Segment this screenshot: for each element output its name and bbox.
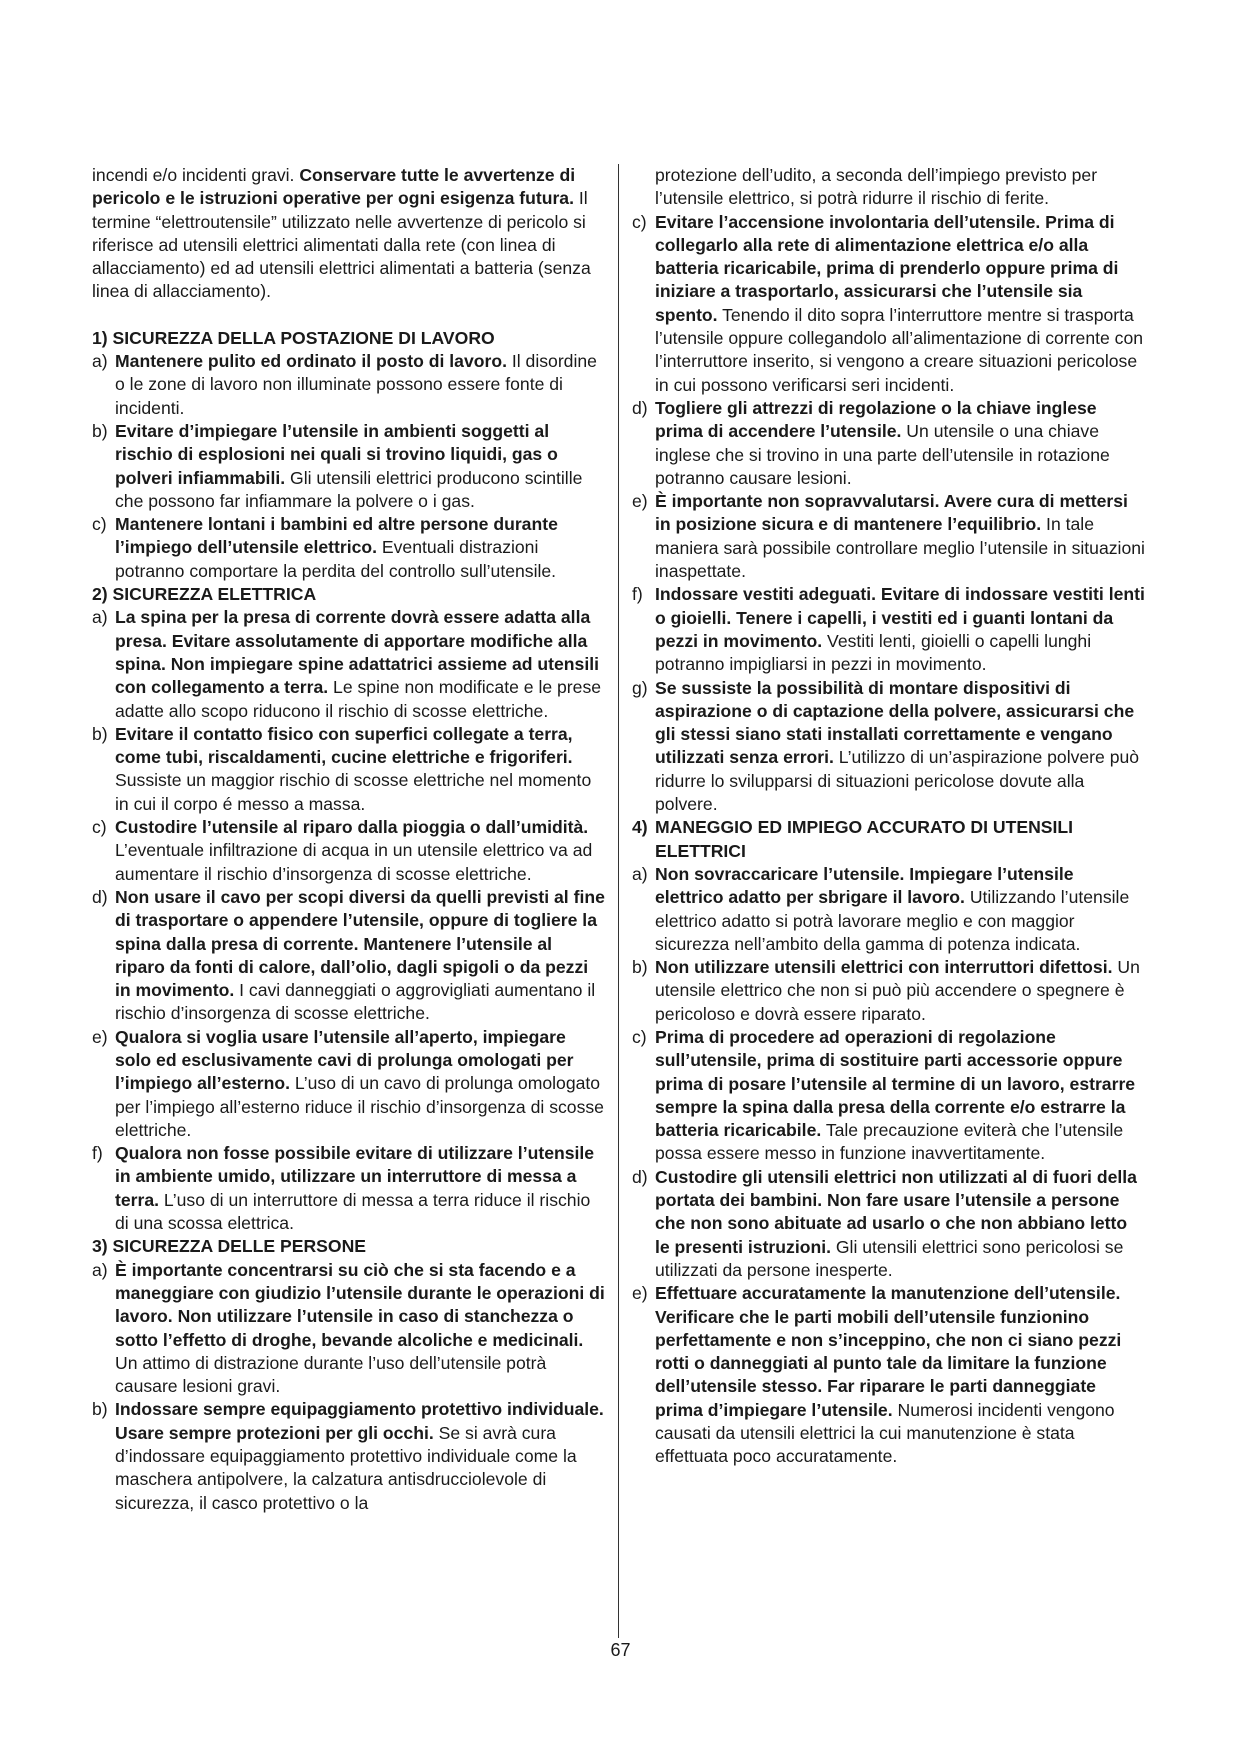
list-item: a) Non sovraccaricare l’utensile. Impiegare l’utensile elettrico adatto per sbrigare il lavoro. Utilizzando l’utensile elettrico adatto si potrà lavorare meglio e con maggior sicurezza nell’ambito della gamma di potenza indicata. bbox=[632, 863, 1130, 954]
section-heading: 1) SICUREZZA DELLA POSTAZIONE DI LAVORO bbox=[92, 327, 495, 348]
section-heading: 3) SICUREZZA DELLE PERSONE bbox=[92, 1236, 367, 1257]
list-item: a) Mantenere pulito ed ordinato il posto di lavoro. Il disordine o le zone di lavoro non illuminate possono essere fonte di incidenti. bbox=[92, 351, 597, 418]
list-item: a) È importante concentrarsi su ciò che si sta facendo e a maneggiare con giudizio l’utensile durante le operazioni di lavoro. Non utilizzare l’utensile in caso di stanchezza o sotto l’effetto di droghe, bevande alcoliche e medicinali. Un attimo di distrazione durante l’uso dell’utensile potrà causare lesioni gravi. bbox=[92, 1259, 605, 1397]
list-item: d) Non usare il cavo per scopi diversi da quelli previsti al fine di trasportare o appendere l’utensile, oppure di togliere la spina dalla presa di corrente. Mantenere l’utensile al riparo da fonti di calore, dall’olio, dagli spigoli o da pezzi in movimento. I cavi danneggiati o aggrovigliati aumentano il rischio d’insorgenza di scosse elettriche. bbox=[92, 886, 605, 1024]
section-heading: 4) MANEGGIO ED IMPIEGO ACCURATO DI UTENSILI ELETTRICI bbox=[632, 817, 1074, 861]
list-item: b) Evitare il contatto fisico con superfici collegate a terra, come tubi, riscaldamenti, cucine elettriche e frigoriferi. Sussiste un maggior rischio di scosse elettriche nel momento in cui il corpo é messo a massa. bbox=[92, 723, 592, 814]
left-column bbox=[92, 164, 606, 1515]
column-divider bbox=[618, 164, 619, 1638]
list-item: g) Se sussiste la possibilità di montare dispositivi di aspirazione o di captazione della polvere, assicurarsi che gli stessi siano stati installati correttamente e vengano utilizzati senza errori. L’utilizzo di un’aspirazione polvere può ridurre lo svilupparsi di situazioni pericolose dovute alla polvere. bbox=[632, 677, 1140, 815]
list-item: c) Mantenere lontani i bambini ed altre persone durante l’impiego dell’utensile elettrico. Eventuali distrazioni potranno comportare la perdita del controllo sull’utensile. bbox=[92, 514, 558, 581]
list-item: c) Custodire l’utensile al riparo dalla pioggia o dall’umidità. L’eventuale infiltrazione di acqua in un utensile elettrico va ad aumentare il rischio d’insorgenza di scosse elettriche. bbox=[92, 817, 593, 884]
list-item: c) Prima di procedere ad operazioni di regolazione sull’utensile, prima di sostituire parti accessorie oppure prima di posare l’utensile al termine di un lavoro, estrarre sempre la spina dalla presa della corrente e/o estrarre la batteria ricaricabile. Tale precauzione eviterà che l’utensile possa essere messo in funzione inavvertitamente. bbox=[632, 1026, 1136, 1164]
right-column bbox=[632, 164, 1146, 1469]
page-number: 67 bbox=[610, 1640, 631, 1660]
list-item: b) Non utilizzare utensili elettrici con interruttori difettosi. Un utensile elettrico che non si può più accendere o spegnere è pericoloso e dovrà essere riparato. bbox=[632, 957, 1140, 1024]
list-item: f) Indossare vestiti adeguati. Evitare di indossare vestiti lenti o gioielli. Tenere i capelli, i vestiti ed i guanti lontani da pezzi in movimento. Vestiti lenti, gioielli o capelli lunghi potranno impigliarsi in pezzi in movimento. bbox=[632, 584, 1145, 675]
list-item: f) Qualora non fosse possibile evitare di utilizzare l’utensile in ambiente umido, utilizzare un interruttore di messa a terra. L’uso di un interruttore di messa a terra riduce il rischio di una scossa elettrica. bbox=[92, 1143, 595, 1234]
list-item: d) Togliere gli attrezzi di regolazione o la chiave inglese prima di accendere l’utensile. Un utensile o una chiave inglese che si trovino in una parte dell’utensile in rotazione potranno causare lesioni. bbox=[632, 397, 1110, 488]
list-item: e) Effettuare accuratamente la manutenzione dell’utensile. Verificare che le parti mobili dell’utensile funzionino perfettamente e non s’inceppino, che non ci siano pezzi rotti o danneggiati al punto tale da limitare la funzione dell’utensile stesso. Far riparare le parti danneggiate prima d’impiegare l’utensile. Numerosi incidenti vengono causati da utensili elettrici la cui manutenzione è stata effettuata poco accuratamente. bbox=[632, 1283, 1122, 1467]
list-item: e) Qualora si voglia usare l’utensile all’aperto, impiegare solo ed esclusivamente cavi di prolunga omologati per l’impiego all’esterno. L’uso di un cavo di prolunga omologato per l’impiego all’esterno riduce il rischio d’insorgenza di scosse elettriche. bbox=[92, 1026, 604, 1140]
list-item: e) È importante non sopravvalutarsi. Avere cura di mettersi in posizione sicura e di mantenere l’equilibrio. In tale maniera sarà possibile controllare meglio l’utensile in situazioni inaspettate. bbox=[632, 491, 1145, 582]
section-heading: 2) SICUREZZA ELETTRICA bbox=[92, 584, 317, 605]
list-item: d) Custodire gli utensili elettrici non utilizzati al di fuori della portata dei bambini. Non fare usare l’utensile a persone che non sono abituate ad usarlo o che non abbiano letto le presenti istruzioni. Gli utensili elettrici sono pericolosi se utilizzati da persone inesperte. bbox=[632, 1166, 1137, 1280]
list-item: a) La spina per la presa di corrente dovrà essere adatta alla presa. Evitare assolutamente di apportare modifiche alla spina. Non impiegare spine adattatrici assieme ad utensili con collegamento a terra. Le spine non modificate e le prese adatte allo scopo riducono il rischio di scosse elettriche. bbox=[92, 607, 602, 721]
continued-text: protezione dell’udito, a seconda dell’impiego previsto per l’utensile elettrico, si potrà ridurre il rischio di ferite. bbox=[655, 165, 1098, 209]
list-item: c) Evitare l’accensione involontaria dell’utensile. Prima di collegarlo alla rete di alimentazione elettrica e/o alla batteria ricaricabile, prima di prenderlo oppure prima di iniziare a trasportarlo, assicurarsi che l’utensile sia spento. Tenendo il dito sopra l’interruttore mentre si trasporta l’utensile oppure collegandolo all’alimentazione di corrente con l’interruttore inserito, si vengono a creare situazioni pericolose in cui possono verificarsi seri incidenti. bbox=[632, 211, 1144, 395]
list-item: b) Evitare d’impiegare l’utensile in ambienti soggetti al rischio di esplosioni nei quali si trovino liquidi, gas o polveri infiammabili. Gli utensili elettrici producono scintille che possono far infiammare la polvere o i gas. bbox=[92, 420, 583, 511]
intro-paragraph: incendi e/o incidenti gravi. Conservare tutte le avvertenze di pericolo e le istruzioni operative per ogni esigenza futura. Il termine “elettroutensile” utilizzato nelle avvertenze di pericolo si riferisce ad utensili elettrici alimentati dalla rete (con linea di allacciamento) ed ad utensili elettrici alimentati a batteria (senza linea di allacciamento). bbox=[92, 165, 591, 302]
list-item: b) Indossare sempre equipaggiamento protettivo individuale. Usare sempre protezioni per gli occhi. Se si avrà cura d’indossare equipaggiamento protettivo individuale come la maschera antipolvere, la calzatura antisdrucciolevole di sicurezza, il casco protettivo o la bbox=[92, 1399, 604, 1513]
